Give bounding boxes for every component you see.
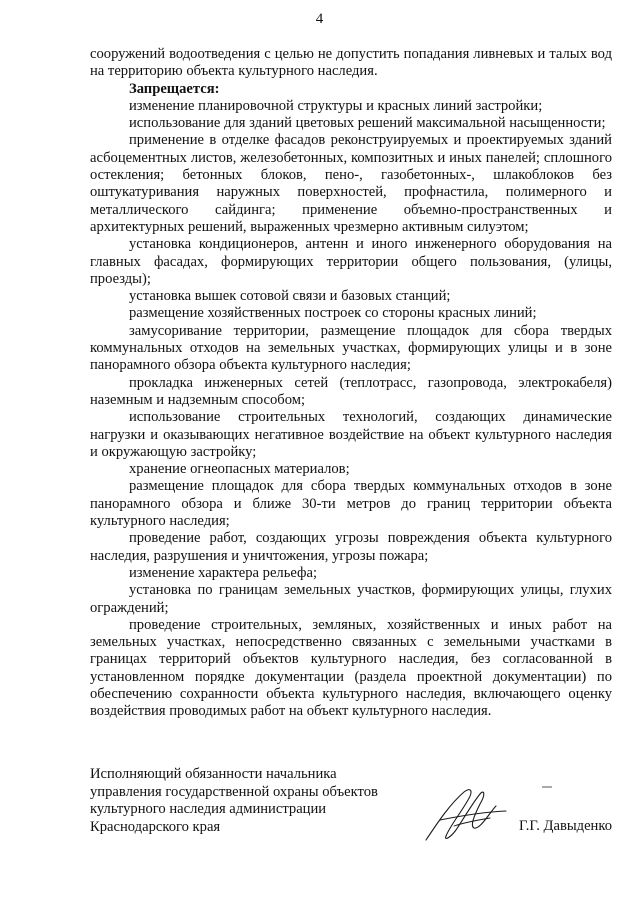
signatory-position-line: управления государственной охраны объектов: [90, 783, 378, 800]
prohibition-item: установка вышек сотовой связи и базовых станций;: [129, 288, 451, 305]
prohibition-item: использование строительных технологий, создающих динамические нагрузки и оказывающих негативное воздействие на объект культурного наследия и окружающую застройку;: [90, 409, 612, 460]
signatory-name: Г.Г. Давыденко: [518, 818, 612, 834]
prohibition-item: применение в отделке фасадов реконструируемых и проектируемых зданий асбоцементных листов, железобетонных, композитных и иных панелей; сплошного остекления; бетонных блоков, пено-, газобетонных-, шлакоблоков без оштукатуривания наружных поверхностей, профнастила, полимерного и металлического сайдинга; применение объемно-пространственных и архитектурных решений, выраженных чрезмерно активным силуэтом;: [90, 132, 612, 235]
page-number: 4: [315, 11, 324, 27]
prohibited-heading: Запрещается:: [129, 80, 220, 97]
signatory-position-line: Исполняющий обязанности начальника: [90, 766, 337, 782]
handwritten-signature: [420, 782, 510, 844]
prohibition-item: размещение площадок для сбора твердых коммунальных отходов в зоне панорамного обзора и ближе 30-ти метров до границ территории объекта культурного наследия;: [90, 478, 612, 530]
continuation-paragraph: сооружений водоотведения с целью не допустить попадания ливневых и талых вод на территорию объекта культурного наследия.: [90, 46, 612, 80]
prohibition-item: проведение строительных, земляных, хозяйственных и иных работ на земельных участках, непосредственно связанных с земельными участками в границах территорий объектов культурного наследия, без согласованной в установленном порядке документации (раздела проектной документации) по обеспечению сохранности объекта культурного наследия, включающего оценку воздействия проводимых работ на объект культурного наследия.: [90, 616, 612, 720]
prohibition-item: установка кондиционеров, антенн и иного инженерного оборудования на главных фасадах, формирующих территории общего пользования, (улицы, проезды);: [90, 236, 612, 287]
signatory-position-line: Краснодарского края: [90, 818, 221, 835]
prohibition-item: хранение огнеопасных материалов;: [129, 461, 350, 478]
signature-block: [90, 766, 612, 846]
prohibition-item: прокладка инженерных сетей (теплотрасс, газопровода, электрокабеля) наземным и надземным способом;: [90, 374, 612, 408]
prohibition-item: размещение хозяйственных построек со стороны красных линий;: [129, 305, 537, 322]
prohibition-item: замусоривание территории, размещение площадок для сбора твердых коммунальных отходов на земельных участках, формирующих улицы и в зоне панорамного обзора объекта культурного наследия;: [90, 322, 612, 374]
prohibition-item: изменение характера рельефа;: [129, 564, 318, 581]
prohibition-item: установка по границам земельных участков, формирующих улицы, глухих ограждений;: [90, 582, 612, 616]
prohibition-item: изменение планировочной структуры и красных линий застройки;: [129, 97, 543, 114]
signatory-position-line: культурного наследия администрации: [90, 801, 327, 817]
prohibition-item: использование для зданий цветовых решений максимальной насыщенности;: [129, 115, 606, 132]
prohibition-item: проведение работ, создающих угрозы повреждения объекта культурного наследия, разрушения и уничтожения, угрозы пожара;: [90, 530, 612, 564]
document-body: [90, 46, 612, 721]
signatory-position: [90, 766, 410, 836]
signature-dash-mark: [542, 786, 552, 788]
